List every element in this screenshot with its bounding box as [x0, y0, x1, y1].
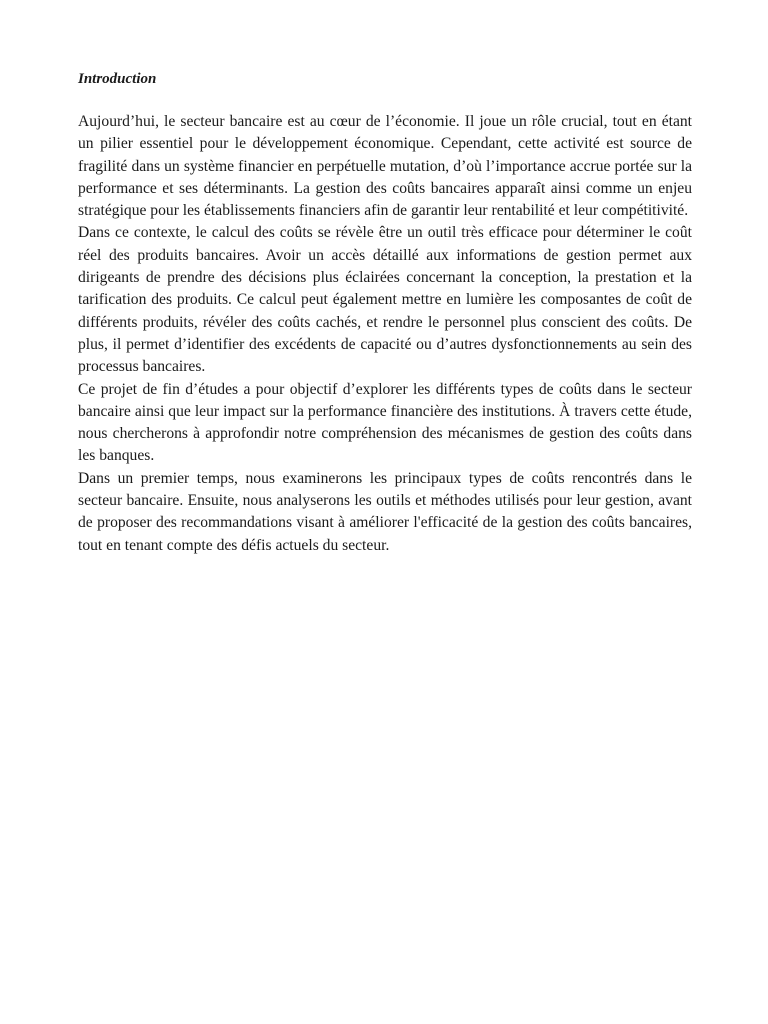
- paragraph-2: Dans ce contexte, le calcul des coûts se révèle être un outil très efficace pour déterminer le coût réel des produits bancaires. Avoir un accès détaillé aux informations de gestion permet aux dirigeants de prendre des décisions plus éclairées concernant la conception, la prestation et la tarification des produits. Ce calcul peut également mettre en lumière les composantes de coût de différents produits, révéler des coûts cachés, et rendre le personnel plus conscient des coûts. De plus, il permet d’identifier des excédents de capacité ou d’autres dysfonctionnements au sein des processus bancaires.: [78, 224, 692, 376]
- section-heading: Introduction: [78, 71, 157, 87]
- paragraph-3: Ce projet de fin d’études a pour objectif d’explorer les différents types de coûts dans le secteur bancaire ainsi que leur impact sur la performance financière des institutions. À travers cette étude, nous chercherons à approfondir notre compréhension des mécanismes de gestion des coûts dans les banques.: [78, 380, 692, 465]
- paragraph-1: Aujourd’hui, le secteur bancaire est au cœur de l’économie. Il joue un rôle crucial, tout en étant un pilier essentiel pour le développement économique. Cependant, cette activité est source de fragilité dans un système financier en perpétuelle mutation, d’où l’importance accrue portée sur la performance et ses déterminants. La gestion des coûts bancaires apparaît ainsi comme un enjeu stratégique pour les établissements financiers afin de garantir leur rentabilité et leur compétitivité.: [78, 113, 692, 220]
- document-body: [78, 68, 692, 557]
- paragraph-4: Dans un premier temps, nous examinerons les principaux types de coûts rencontrés dans le secteur bancaire. Ensuite, nous analyserons les outils et méthodes utilisés pour leur gestion, avant de proposer des recommandations visant à améliorer l'efficacité de la gestion des coûts bancaires, tout en tenant compte des défis actuels du secteur.: [78, 469, 692, 554]
